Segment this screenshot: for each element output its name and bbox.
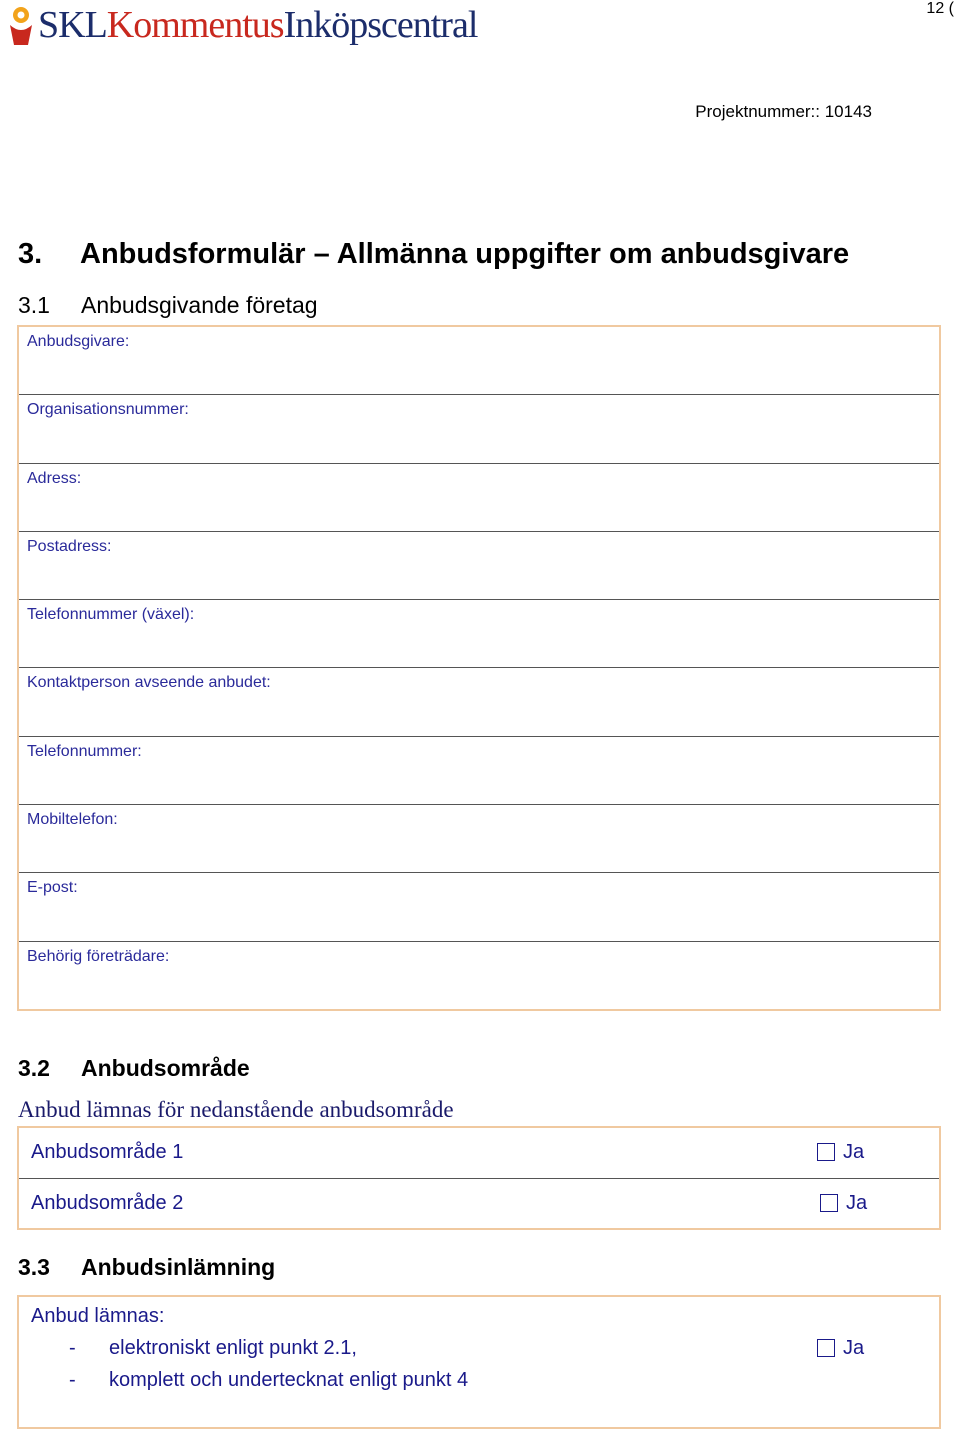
submission-item-1 [69, 1337, 357, 1360]
ja-label: Ja [846, 1192, 868, 1214]
field-label: Telefonnummer (växel): [27, 606, 195, 624]
checkbox[interactable] [820, 1194, 838, 1212]
area-row-2 [19, 1179, 939, 1230]
field-kontaktperson[interactable] [19, 668, 939, 736]
page-number: 12 ( [926, 0, 954, 17]
field-telefonnummer-vaxel[interactable] [19, 600, 939, 668]
submission-lead: Anbud lämnas: [31, 1305, 165, 1327]
field-label: Mobiltelefon: [27, 811, 118, 829]
area-1-option[interactable] [817, 1141, 864, 1164]
checkbox[interactable] [817, 1143, 835, 1161]
section-3-heading [18, 238, 849, 271]
logo-text: SKLKommentusInköpscentral [38, 4, 478, 46]
section-3-3-title: Anbudsinlämning [81, 1254, 276, 1280]
submission-item-2 [69, 1369, 468, 1392]
dash: - [69, 1337, 76, 1359]
submission-box [17, 1295, 941, 1429]
area-row-1 [19, 1128, 939, 1179]
field-organisationsnummer[interactable] [19, 395, 939, 463]
section-3-1-heading [18, 292, 318, 319]
field-epost[interactable] [19, 873, 939, 941]
field-label: Anbudsgivare: [27, 333, 130, 350]
field-label: E-post: [27, 879, 78, 897]
ja-label: Ja [843, 1141, 865, 1163]
field-mobiltelefon[interactable] [19, 805, 939, 873]
area-label: Anbudsområde 2 [31, 1192, 184, 1214]
section-3-2-number: 3.2 [18, 1055, 50, 1081]
item-text: komplett och undertecknat enligt punkt 4 [109, 1369, 469, 1391]
section-3-3-heading [18, 1254, 275, 1281]
submission-option[interactable] [817, 1337, 864, 1360]
section-3-1-title: Anbudsgivande företag [81, 292, 318, 318]
section-3-number: 3. [18, 238, 43, 270]
field-label: Telefonnummer: [27, 742, 142, 760]
field-label: Kontaktperson avseende anbudet: [27, 674, 271, 692]
field-telefonnummer[interactable] [19, 737, 939, 805]
field-label: Organisationsnummer: [27, 401, 189, 419]
company-info-form [17, 325, 941, 1011]
area-selection-table [17, 1126, 941, 1230]
dash: - [69, 1369, 76, 1391]
field-label: Adress: [27, 469, 82, 487]
logo-figure-icon [6, 5, 36, 45]
area-label: Anbudsområde 1 [31, 1141, 184, 1163]
field-postadress[interactable] [19, 532, 939, 600]
section-3-2-title: Anbudsområde [81, 1055, 250, 1081]
area-intro-text: Anbud lämnas för nedanstående anbudsområde [18, 1097, 454, 1122]
section-3-1-number: 3.1 [18, 292, 50, 318]
field-label: Postadress: [27, 537, 112, 555]
field-behorig-foretradare[interactable] [19, 942, 939, 1010]
field-label: Behörig företrädare: [27, 947, 170, 965]
section-3-3-number: 3.3 [18, 1254, 50, 1280]
section-3-title: Anbudsformulär – Allmänna uppgifter om anbudsgivare [80, 238, 850, 270]
project-number: Projektnummer:: 10143 [695, 102, 872, 121]
section-3-2-heading [18, 1055, 250, 1082]
logo [6, 2, 477, 48]
checkbox[interactable] [817, 1339, 835, 1357]
item-text: elektroniskt enligt punkt 2.1, [109, 1337, 357, 1359]
area-2-option[interactable] [820, 1192, 867, 1215]
field-adress[interactable] [19, 464, 939, 532]
field-anbudsgivare[interactable] [19, 327, 939, 395]
ja-label: Ja [843, 1337, 865, 1359]
